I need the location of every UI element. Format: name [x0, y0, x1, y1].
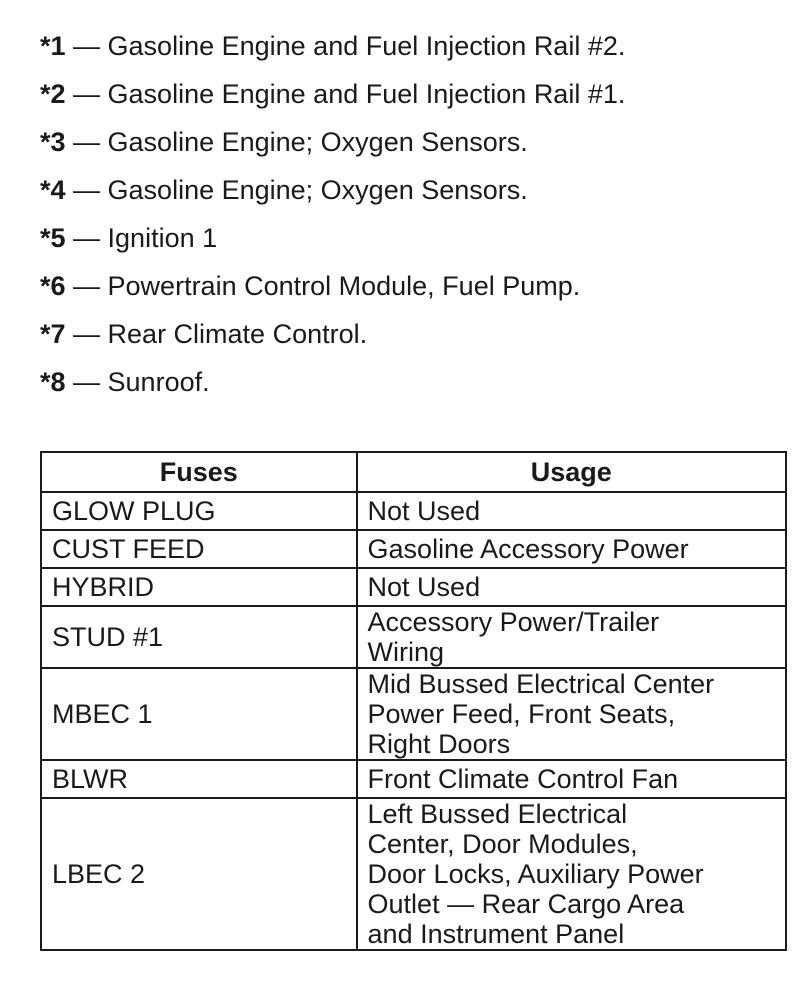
usage-line: and Instrument Panel: [367, 919, 625, 949]
footnote-text: — Powertrain Control Module, Fuel Pump.: [65, 271, 581, 301]
footnote-item: [40, 262, 625, 310]
footnote-item: [40, 358, 625, 406]
table-row: [41, 668, 786, 760]
fuse-cell: CUST FEED: [41, 530, 357, 568]
footnote-text: — Ignition 1: [65, 223, 218, 253]
table-row: [41, 568, 786, 606]
usage-cell: [357, 606, 786, 668]
usage-line: Center, Door Modules,: [367, 829, 638, 859]
table-row: [41, 530, 786, 568]
fuse-cell: BLWR: [41, 760, 357, 798]
usage-cell: [357, 568, 786, 606]
footnote-item: [40, 22, 625, 70]
column-header-fuses: Fuses: [41, 452, 357, 492]
footnote-text: — Sunroof.: [65, 367, 210, 397]
footnote-text: — Rear Climate Control.: [65, 319, 368, 349]
footnote-marker: *3: [40, 127, 66, 157]
usage-line: Wiring: [367, 637, 445, 667]
usage-line: Not Used: [367, 572, 481, 602]
column-header-usage: Usage: [357, 452, 786, 492]
footnote-marker: *8: [40, 367, 66, 397]
footnote-marker: *4: [40, 175, 66, 205]
usage-line: Door Locks, Auxiliary Power: [367, 859, 704, 889]
footnote-item: [40, 70, 625, 118]
fuse-usage-table: [40, 451, 787, 951]
footnote-text: — Gasoline Engine; Oxygen Sensors.: [65, 175, 528, 205]
footnote-text: — Gasoline Engine and Fuel Injection Rail #2.: [65, 31, 626, 61]
footnote-marker: *1: [40, 31, 66, 61]
footnote-marker: *7: [40, 319, 66, 349]
usage-line: Not Used: [367, 496, 481, 526]
fuse-cell: STUD #1: [41, 606, 357, 668]
usage-cell: [357, 760, 786, 798]
usage-cell: [357, 798, 786, 950]
usage-line: Accessory Power/Trailer: [367, 607, 660, 637]
footnote-list: [40, 22, 625, 406]
usage-line: Mid Bussed Electrical Center: [367, 669, 715, 699]
footnote-item: [40, 214, 625, 262]
usage-line: Left Bussed Electrical: [367, 799, 628, 829]
footnote-item: [40, 118, 625, 166]
table-row: [41, 798, 786, 950]
usage-cell: [357, 668, 786, 760]
fuse-cell: LBEC 2: [41, 798, 357, 950]
table-row: [41, 760, 786, 798]
fuse-cell: GLOW PLUG: [41, 492, 357, 530]
footnote-text: — Gasoline Engine and Fuel Injection Rail #1.: [65, 79, 626, 109]
usage-cell: [357, 492, 786, 530]
usage-line: Front Climate Control Fan: [367, 764, 679, 794]
usage-cell: [357, 530, 786, 568]
table-row: [41, 492, 786, 530]
footnote-marker: *2: [40, 79, 66, 109]
fuse-cell: HYBRID: [41, 568, 357, 606]
table-header-row: [41, 452, 786, 492]
usage-line: Right Doors: [367, 729, 511, 759]
footnote-item: [40, 310, 625, 358]
usage-line: Power Feed, Front Seats,: [367, 699, 676, 729]
table-row: [41, 606, 786, 668]
footnote-item: [40, 166, 625, 214]
footnote-marker: *6: [40, 271, 66, 301]
footnote-text: — Gasoline Engine; Oxygen Sensors.: [65, 127, 528, 157]
usage-line: Gasoline Accessory Power: [367, 534, 689, 564]
footnote-marker: *5: [40, 223, 66, 253]
usage-line: Outlet — Rear Cargo Area: [367, 889, 685, 919]
fuse-cell: MBEC 1: [41, 668, 357, 760]
